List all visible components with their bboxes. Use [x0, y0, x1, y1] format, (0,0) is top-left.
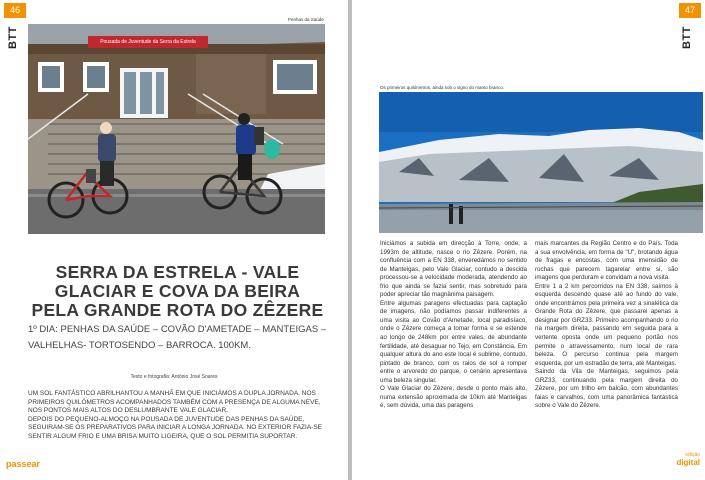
right-page [352, 0, 705, 480]
body-column-1 [380, 240, 527, 411]
photo-caption-left: Penhas da Saúde [288, 17, 324, 22]
article-subtitle: 1º DIA: PENHAS DA SAÚDE – COVÃO D'AMETADE – MANTEIGAS – VALHELHAS- TORTOSENDO – BARROCA. 100KM. [28, 324, 327, 351]
passear-logo: passear [6, 459, 41, 469]
intro-paragraph: UM SOL FANTÁSTICO ABRILHANTOU A MANHÃ EM QUE INICIÁMOS A DUPLA JORNADA. NOS PRIMEIROS QUILÓMETROS ACOMPANHADOS TAMBÉM COM A PRESENÇA DE ALGUMA NEVE, NOS PONTOS MAIS ALTOS DO DESLUMBRANTE VALE GLACIAR. [28, 390, 321, 415]
edicao-logo-top: edição [685, 452, 700, 458]
body-paragraph: Iniciámos a subida em direcção à Torre, onde, a 1993m de altitude, nasce o rio Zêzere. Porém, na confluência com a EN 338, enveredámos no sentido de Manteigas, pelo Vale Glaciar, contudo a descida processou-se a velocidade moderada, atendendo ao frio que ainda se fazia sentir, mas sobretudo para poder apreciar tão magnânima paisagem. [380, 240, 527, 299]
digital-logo: digital [676, 458, 700, 467]
body-paragraph: mais marcantes da Região Centro e do País. Toda a sua envolvência, em forma de "U", brotando água de fragas e encostas, com uma imensidão de rochas que parecem tagarelar entre si, são imagens que perduram e convidam a nova visita. [535, 240, 678, 282]
section-label-left: BTT [7, 26, 19, 49]
left-page [0, 0, 348, 480]
body-paragraph: O Vale Glaciar do Zêzere, desde o ponto mais alto, numa extensão aproximada de 10km até Manteigas é, sem dúvida, uma das paragens [380, 385, 527, 410]
snowy-valley-photo [379, 92, 703, 233]
article-headline: SERRA DA ESTRELA - VALE GLACIAR E COVA DA BEIRA PELA GRANDE ROTA DO ZÊZERE [31, 262, 324, 320]
page-number-left: 46 [4, 3, 26, 18]
body-column-2 [535, 240, 678, 411]
section-label-right: BTT [681, 26, 693, 49]
body-paragraph: Saindo da Vila de Manteigas, seguimos pela GRZ33, continuando pela margem direita do Zêzere, por um trilho em balcão, com abundantes faias e carvalhos, com uma panorâmica fantástica sobre o Vale do Zêzere. [535, 368, 678, 410]
body-paragraph: Entre 1 a 2 km percorridos na EN 338, saímos à esquerda descendo quase até ao fundo do vale, onde encontrámos pela primeira vez a sinalética da Grande Rota do Zêzere, que passarei apenas a designar por GRZ33. Primeiro acompanhando o rio na margem direita, passando em seguida para a vertente oposta onde um pequeno portão nos permite o atravessamento, num local de rara beleza. O percurso continua pela margem esquerda, por um estradão de terra, até Manteigas. [535, 282, 678, 367]
article-credits: Texto e fotografia: António José Soares [130, 374, 218, 380]
cyclists-photo [28, 24, 325, 234]
page-number-right: 47 [679, 3, 701, 18]
body-paragraph: Entre algumas paragens efectuadas para captação de imagens, não podíamos passar indiferentes a uma visita ao Covão d'Ametade, local paradisíaco, onde o Zêzere começa a tomar forma e se estende ao longo de 248km por entre vales, de abundante fertilidade, até desaguar no Tejo, em Constância. Em qualquer altura do ano este local é sublime, contudo, pintado de branco, com os raios de sol a romper entre o arvoredo do parque, o cenário apresentava uma beleza singular. [380, 299, 527, 384]
building-sign: Pousada de Juventude da Serra da Estrela [100, 39, 196, 45]
intro-text [28, 390, 333, 442]
photo-caption-right: Os primeiros quilómetros, ainda sob o signo do manto branco. [380, 85, 505, 90]
intro-paragraph: DEPOIS DO PEQUENO-ALMOÇO NA POUSADA DE JUVENTUDE DAS PENHAS DA SAÚDE, SEGUIRAM-SE OS PREPARATIVOS PARA INICIAR A LONGA JORNADA. NO EXTERIOR FAZIA-SE SENTIR ALGUM FRIO E UMA BRISA MUITO LIGEIRA, QUE O SOL PERMITIA SUPORTAR. [28, 415, 323, 440]
